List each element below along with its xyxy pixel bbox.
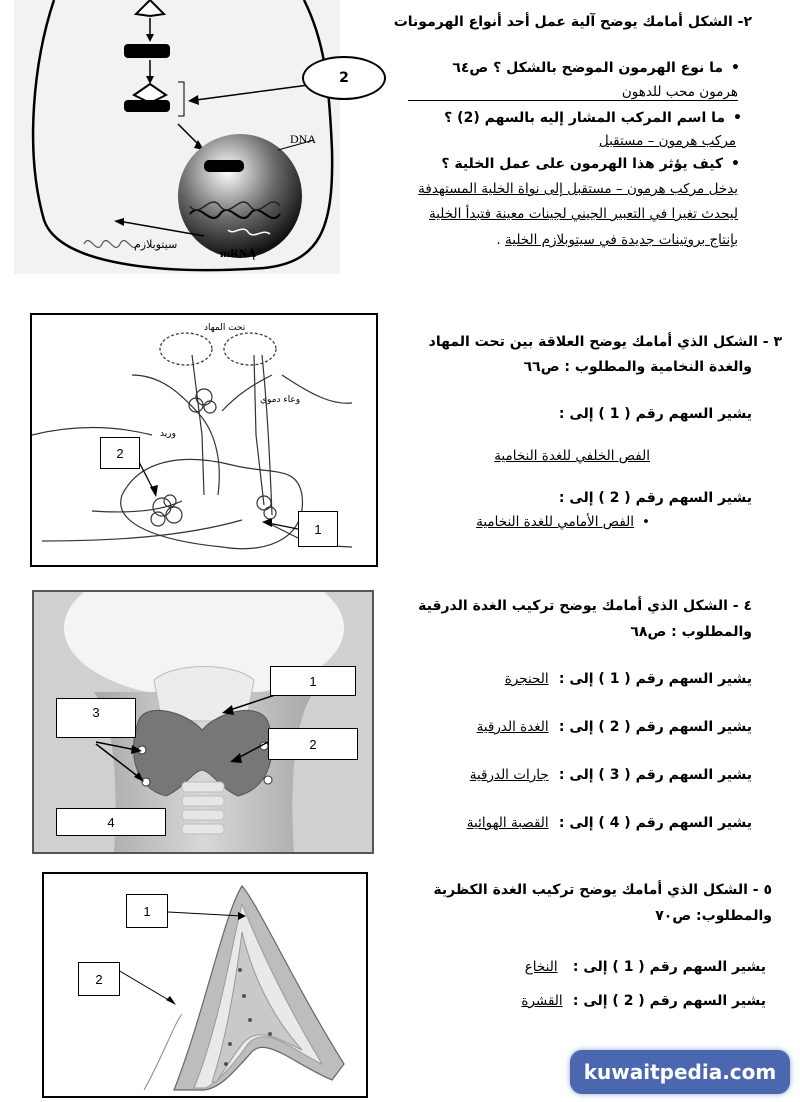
arrow-2-box: 2 (100, 437, 140, 469)
section-2-a1: هرمون محب للدهون (408, 84, 738, 101)
section-4-item2: يشير السهم رقم ( 2 ) إلى : الغدة الدرقية (476, 719, 752, 735)
section-4-title-line1: ٤ - الشكل الذي أمامك يوضح تركيب الغدة الدرقية (418, 598, 752, 614)
arrow-1-box: 1 (270, 666, 356, 696)
section-2-title: ٢- الشكل أمامك يوضح آلية عمل أحد أنواع الهرمونات (393, 14, 752, 30)
section-2-q3: • كيف يؤثر هذا الهرمون على عمل الخلية ؟ (340, 156, 740, 172)
section-4-item3: يشير السهم رقم ( 3 ) إلى : جارات الدرقية (469, 767, 752, 783)
dna-label: DNA (290, 132, 316, 146)
section-2-a3-line3: بإنتاج بروتينات جديدة في سيتوبلازم الخلية . (496, 232, 738, 248)
section-5-figure (42, 872, 368, 1098)
section-5-title-line1: ٥ - الشكل الذي أمامك يوضح تركيب الغدة الكظرية (433, 882, 772, 898)
section-4-item1: يشير السهم رقم ( 1 ) إلى : الحنجرة (504, 671, 752, 687)
hypothalamus-label: تحت المهاد (204, 323, 246, 333)
section-2-a3-line1: يدخل مركب هرمون – مستقبل إلى نواة الخلية المستهدفة (418, 181, 738, 197)
section-4-title-line2: والمطلوب : ص٦٨ (630, 624, 752, 640)
section-3-title-line2: والغدة النخامية والمطلوب : ص٦٦ (523, 359, 752, 375)
arrow-4-box: 4 (56, 808, 166, 836)
arrow-2-label: 2 (339, 70, 349, 86)
section-2-figure (14, 0, 340, 274)
arrow-1-box: 1 (126, 894, 168, 928)
section-3-title-line1: ٣ - الشكل الذي أمامك يوضح العلاقة بين تحت المهاد (428, 334, 782, 350)
section-4-figure (32, 590, 374, 854)
section-3-q1: يشير السهم رقم ( 1 ) إلى : (558, 406, 752, 422)
section-3-q2: يشير السهم رقم ( 2 ) إلى : (558, 490, 752, 506)
arrow-2-box: 2 (78, 962, 120, 996)
watermark-badge (570, 1050, 790, 1094)
blood-vessel-label: وعاء دموي (260, 395, 301, 405)
section-5-item1: يشير السهم رقم ( 1 ) إلى : النخاع (524, 959, 766, 975)
arrow-2-oval (302, 56, 386, 100)
section-4-item4: يشير السهم رقم ( 4 ) إلى : القصبة الهوائية (466, 815, 752, 831)
section-2-q2: • ما اسم المركب المشار إليه بالسهم (2) ؟ (342, 110, 742, 126)
mrna-label: mRNA (220, 246, 256, 260)
vein-label: وريد (160, 429, 176, 439)
arrow-3-box: 3 (56, 698, 136, 738)
cytoplasm-label: سيتوبلازم (134, 238, 178, 251)
section-2-q1: • ما نوع الهرمون الموضح بالشكل ؟ ص٦٤ (380, 60, 740, 76)
section-5-item2: يشير السهم رقم ( 2 ) إلى : القشرة (521, 993, 766, 1009)
arrow-2-box: 2 (268, 728, 358, 760)
section-3-figure (30, 313, 378, 567)
section-5-title-line2: والمطلوب: ص٧٠ (655, 908, 772, 924)
section-2-a2: مركب هرمون – مستقبل (598, 133, 736, 149)
section-2-a3-line2: ليحدث تغيرا في التعبير الجيني لجينات معينة فتبدأ الخلية (428, 206, 738, 222)
section-3-a1: الفص الخلفي للغدة النخامية (494, 448, 650, 464)
watermark-text: kuwaitpedia.com (583, 1060, 777, 1084)
section-3-a2: • الفص الأمامي للغدة النخامية (420, 514, 650, 530)
arrow-1-box: 1 (298, 511, 338, 547)
